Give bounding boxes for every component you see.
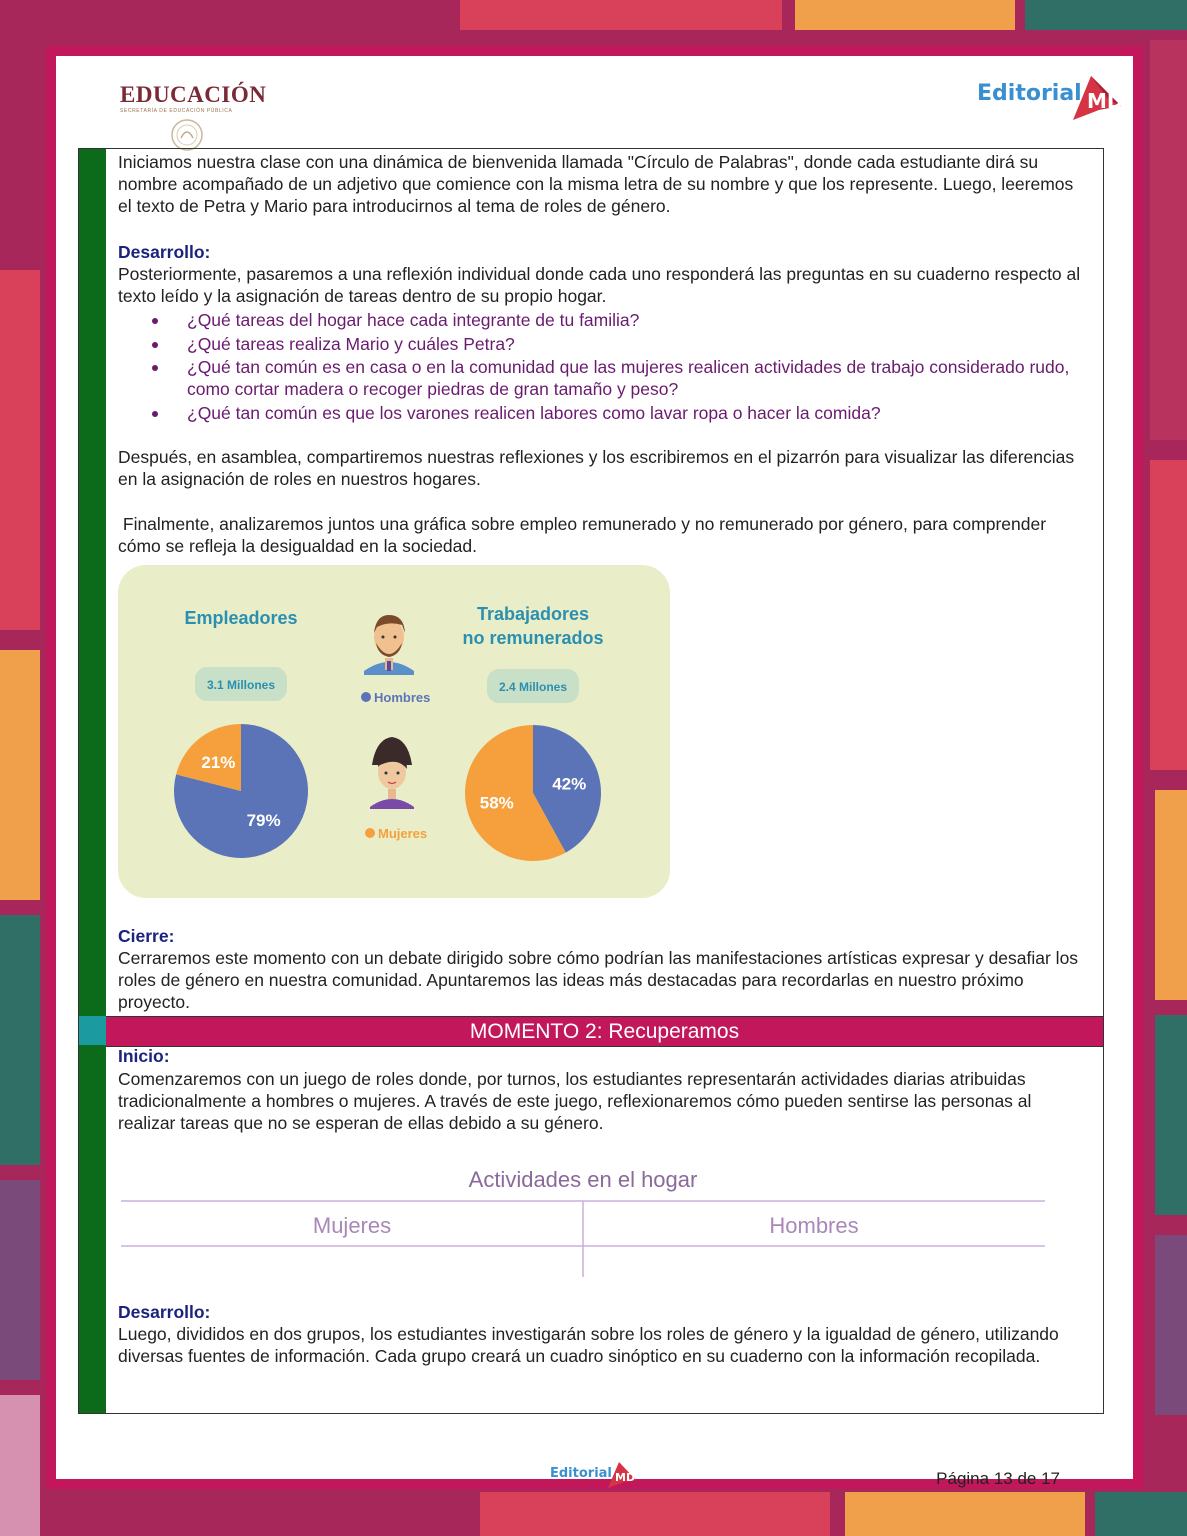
background-tile	[480, 1492, 830, 1536]
footer-editorial-logo	[550, 1458, 640, 1492]
moment-2-header: MOMENTO 2: Recuperamos	[106, 1016, 1103, 1047]
men-legend-label: Hombres	[374, 690, 431, 705]
employers-title: Empleadores	[184, 608, 298, 628]
list-item	[151, 402, 1083, 424]
background-tile	[1155, 1015, 1187, 1215]
question-text: ¿Qué tan común es que los varones realicen labores como lavar ropa o hacer la comida?	[187, 402, 881, 423]
employment-infographic	[118, 565, 670, 898]
pie-label-hombres: 42%	[552, 774, 587, 794]
svg-text:MD: MD	[615, 1471, 636, 1484]
background-tile	[0, 0, 445, 46]
asamblea-paragraph: Después, en asamblea, compartiremos nuestras reflexiones y los escribiremos en el pizarrón para visualizar las diferencias en la asignación de roles en nuestros hogares.	[118, 447, 1075, 489]
final-paragraph: Finalmente, analizaremos juntos una gráfica sobre empleo remunerado y no remunerado por género, para comprender cómo se refleja la desigualdad en la sociedad.	[118, 514, 1051, 556]
infographic-svg	[118, 565, 670, 898]
lesson-plan-box	[78, 148, 1104, 1414]
background-tile	[1150, 460, 1187, 770]
editorial-md-logo	[977, 68, 1127, 124]
list-item	[151, 309, 1083, 331]
list-item	[151, 333, 1083, 355]
bullet-dot-icon	[152, 342, 158, 348]
sep-logo	[120, 82, 266, 114]
background-tile	[1155, 1235, 1187, 1415]
employers-pie-chart	[174, 724, 308, 858]
list-item	[151, 356, 1083, 400]
question-text: ¿Qué tan común es en casa o en la comunidad que las mujeres realicen actividades de trabajo considerado rudo, como cortar madera o recoger piedras de gran tamaño y peso?	[187, 357, 1070, 399]
women-legend-label: Mujeres	[378, 826, 428, 841]
inicio-paragraph: Comenzaremos con un juego de roles donde, por turnos, los estudiantes representarán actividades diarias atribuidas tradicionalmente a hombres o mujeres. A través de este juego, reflexionaremos cómo pueden sentirse las personas al realizar tareas que no se esperan de ellas debido a su género.	[118, 1069, 1032, 1133]
inicio-heading: Inicio:	[118, 1046, 170, 1066]
cierre-heading: Cierre:	[118, 926, 175, 946]
unpaid-title-line1: Trabajadores	[476, 604, 590, 624]
background-tile	[1150, 40, 1187, 440]
pie-label-mujeres: 21%	[201, 752, 236, 772]
editorial-logo-text: Editorial	[977, 81, 1082, 106]
background-tile	[845, 1492, 1085, 1536]
background-tile	[1025, 0, 1187, 30]
cierre-paragraph: Cerraremos este momento con un debate dirigido sobre cómo podrían las manifestaciones artísticas expresar y desafiar los roles de género en nuestra comunidad. Apuntaremos las ideas más destacadas para recordarlas en nuestro próximo proyecto.	[118, 948, 1079, 1012]
bullet-dot-icon	[152, 365, 158, 371]
women-legend-dot-icon	[365, 828, 375, 838]
unpaid-pie-chart	[465, 725, 601, 861]
background-tile	[0, 650, 40, 900]
table-title: Actividades en el hogar	[468, 1167, 698, 1192]
pie-label-hombres: 79%	[246, 811, 281, 831]
footer-logo-text: Editorial	[550, 1466, 612, 1481]
desarrollo-2-heading: Desarrollo:	[118, 1302, 211, 1322]
background-tile	[1095, 1492, 1187, 1536]
question-list	[151, 309, 1083, 425]
background-tile	[795, 0, 1015, 30]
household-activities-table	[121, 1159, 1045, 1277]
unpaid-total: 2.4 Millones	[498, 680, 568, 694]
side-color-bar	[79, 149, 106, 1413]
background-tile	[0, 1395, 40, 1536]
page-frame	[46, 46, 1143, 1489]
pie-label-mujeres: 58%	[479, 793, 514, 813]
page-number: Página 13 de 17	[936, 1469, 1060, 1488]
background-tile	[0, 1180, 40, 1380]
table-header-mujeres: Mujeres	[312, 1213, 392, 1238]
page-sheet	[56, 56, 1133, 1488]
intro-paragraph: Iniciamos nuestra clase con una dinámica de bienvenida llamada "Círculo de Palabras", donde cada estudiante dirá su nombre acompañado de un adjetivo que comience con la misma letra de su nombre y que los represente. Luego, leeremos el texto de Petra y Mario para introducirnos al tema de roles de género.	[118, 152, 1074, 216]
employers-total: 3.1 Millones	[206, 678, 276, 692]
background-tile	[0, 270, 40, 630]
men-legend-dot-icon	[361, 692, 371, 702]
woman-icon	[370, 737, 414, 809]
man-icon	[364, 615, 414, 675]
bullet-dot-icon	[152, 411, 158, 417]
desarrollo-2-paragraph: Luego, divididos en dos grupos, los estudiantes investigarán sobre los roles de género y la igualdad de género, utilizando diversas fuentes de información. Cada grupo creará un cuadro sinóptico en su cuaderno con la información recopilada.	[118, 1324, 1059, 1366]
background-tile	[0, 915, 40, 1165]
sep-logo-subtitle: SECRETARÍA DE EDUCACIÓN PÚBLICA	[120, 108, 233, 114]
desarrollo-paragraph: Posteriormente, pasaremos a una reflexión individual donde cada uno responderá las preguntas en su cuaderno respecto al texto leído y la asignación de tareas dentro de su propio hogar.	[118, 264, 1081, 306]
background-tile	[1155, 790, 1187, 1000]
bullet-dot-icon	[152, 318, 158, 324]
national-seal-icon	[170, 118, 204, 152]
md-mark-icon	[1069, 70, 1125, 124]
table-header-hombres: Hombres	[769, 1213, 859, 1238]
moment-side-marker	[79, 1016, 106, 1045]
desarrollo-heading: Desarrollo:	[118, 242, 211, 262]
unpaid-title-line2: no remunerados	[462, 628, 604, 648]
background-tile	[460, 0, 782, 30]
footer-md-mark-icon	[606, 1458, 638, 1490]
question-text: ¿Qué tareas del hogar hace cada integrante de tu familia?	[187, 310, 640, 330]
svg-text:MD: MD	[1087, 89, 1124, 113]
sep-logo-title: EDUCACIÓN	[120, 82, 267, 107]
question-text: ¿Qué tareas realiza Mario y cuáles Petra?	[187, 333, 515, 354]
